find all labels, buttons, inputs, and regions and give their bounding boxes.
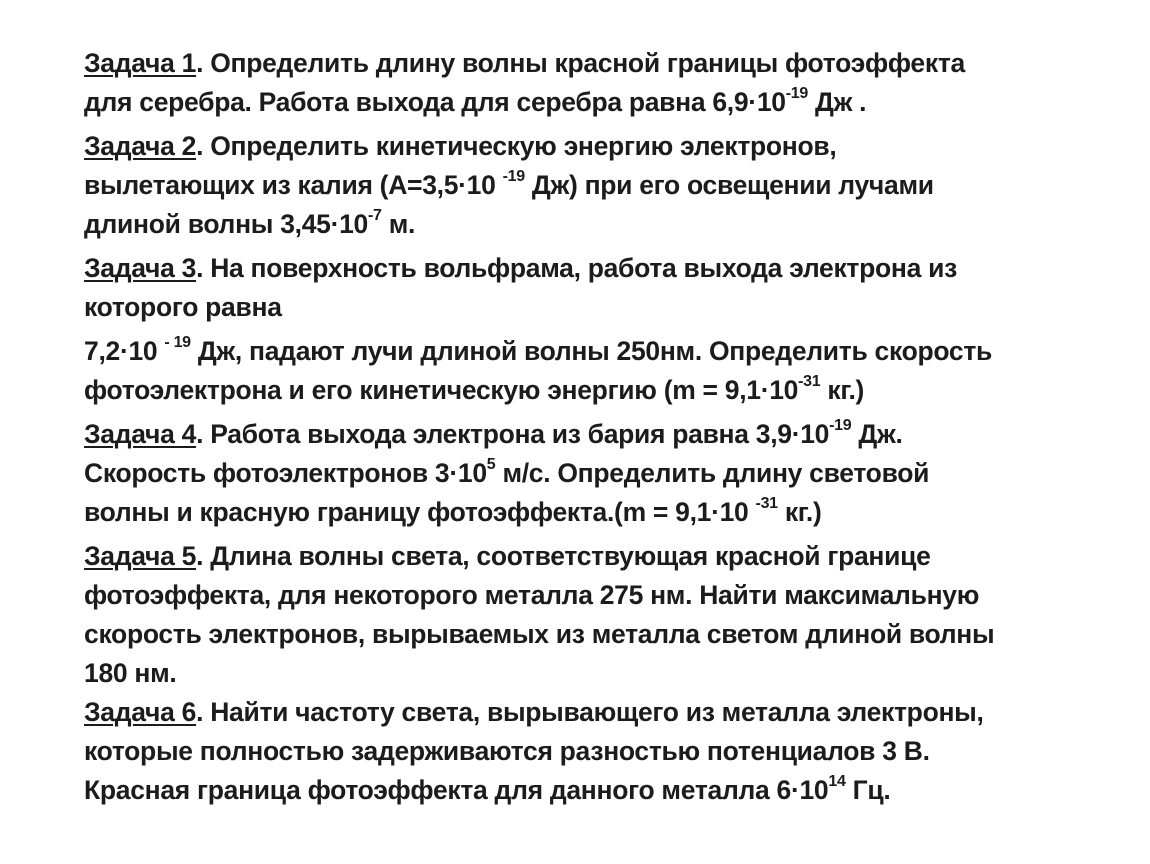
task-text: . Работа выхода электрона из бария равна 3,9·10 [196,419,830,449]
exponent: -19 [785,85,808,103]
exponent: 14 [828,773,846,791]
task-text: м. [381,209,416,239]
exponent: -31 [755,495,778,513]
task-text: Гц. [845,775,891,805]
task-text: 7,2·10 [84,336,165,366]
task-text: Дж. [851,419,903,449]
task-text: Дж) при его освещении лучами [524,170,934,200]
exponent: -19 [502,168,525,186]
task-paragraph [84,415,1084,532]
task-text: фотоэффекта, для некоторого металла 275 нм. Найти максимальную [84,580,980,610]
task-label: Задача 2 [84,131,197,161]
task-text: Дж, падают лучи длиной волны 250нм. Определить скорость [190,336,992,366]
task-continuation [84,332,1084,410]
exponent: - 19 [164,334,191,352]
task-paragraph [84,537,1084,693]
task-text: м/с. Определить длину световой [495,458,930,488]
exponent: -19 [829,417,852,435]
task-text: которые полностью задерживаются разностью потенциалов 3 В. [84,736,930,766]
task-text: . Длина волны света, соответствующая красной границе [196,541,931,571]
task-paragraph [84,44,1084,122]
task-text: . На поверхность вольфрама, работа выхода электрона из [196,253,957,283]
exponent: -7 [367,207,382,225]
exponent: -31 [798,373,821,391]
task-paragraph [84,249,1084,327]
task-text: кг.) [777,497,822,527]
task-label: Задача 5 [84,541,197,571]
task-text: длиной волны 3,45·10 [84,209,368,239]
task-text: Красная граница фотоэффекта для данного металла 6·10 [84,775,829,805]
task-text: 180 нм. [84,658,177,688]
task-text: . Определить кинетическую энергию электронов, [196,131,837,161]
problem-sheet [84,44,1084,815]
task-text: Скорость фотоэлектронов 3·10 [84,458,487,488]
task-text: . Найти частоту света, вырывающего из металла электроны, [196,697,984,727]
task-text: волны и красную границу фотоэффекта.(m = 9,1·10 [84,497,756,527]
task-text: . Определить длину волны красной границы фотоэффекта [196,48,965,78]
task-text: Дж . [807,87,867,117]
task-paragraph [84,693,1084,810]
task-text: фотоэлектрона и его кинетическую энергию (m = 9,1·10 [84,375,799,405]
task-text: которого равна [84,292,282,322]
task-label: Задача 6 [84,697,197,727]
task-label: Задача 1 [84,48,197,78]
task-text: скорость электронов, вырываемых из металла светом длиной волны [84,619,995,649]
task-text: вылетающих из калия (А=3,5·10 [84,170,503,200]
task-label: Задача 4 [84,419,197,449]
task-text: кг.) [820,375,865,405]
task-label: Задача 3 [84,253,197,283]
task-paragraph [84,127,1084,244]
task-text: для серебра. Работа выхода для серебра равна 6,9·10 [84,87,786,117]
exponent: 5 [486,456,496,474]
